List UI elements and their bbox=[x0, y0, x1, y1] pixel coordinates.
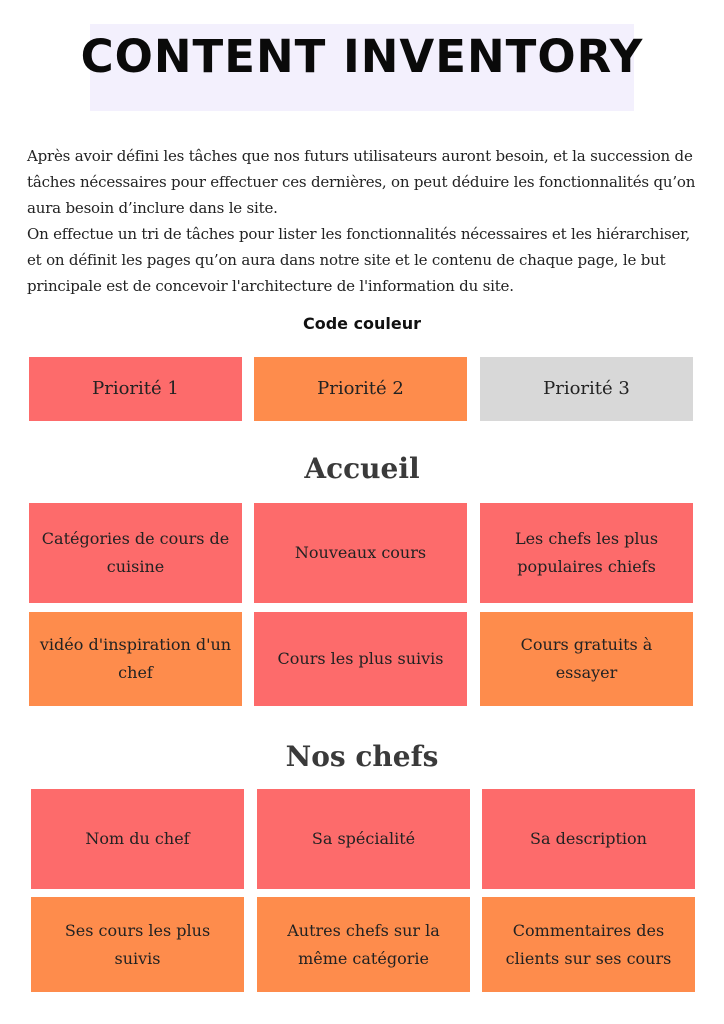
nos-chefs-card: Sa description bbox=[482, 789, 695, 889]
accueil-card: Catégories de cours de cuisine bbox=[29, 503, 242, 603]
accueil-card: Les chefs les plus populaires chiefs bbox=[480, 503, 693, 603]
nos-chefs-card: Autres chefs sur la même catégorie bbox=[257, 897, 470, 992]
accueil-card: Nouveaux cours bbox=[254, 503, 467, 603]
nos-chefs-card: Nom du chef bbox=[31, 789, 244, 889]
legend-title: Code couleur bbox=[302, 314, 422, 333]
accueil-card: Cours gratuits à essayer bbox=[480, 612, 693, 706]
nos-chefs-card: Commentaires des clients sur ses cours bbox=[482, 897, 695, 992]
accueil-card: Cours les plus suivis bbox=[254, 612, 467, 706]
nos-chefs-card: Ses cours les plus suivis bbox=[31, 897, 244, 992]
legend-priority-1: Priorité 1 bbox=[29, 357, 242, 421]
page-title: CONTENT INVENTORY bbox=[80, 30, 644, 83]
accueil-card: vidéo d'inspiration d'un chef bbox=[29, 612, 242, 706]
legend-priority-3: Priorité 3 bbox=[480, 357, 693, 421]
section-title-nos-chefs: Nos chefs bbox=[285, 740, 439, 773]
intro-text bbox=[27, 143, 699, 299]
intro-paragraph-1: Après avoir défini les tâches que nos futurs utilisateurs auront besoin, et la succession de tâches nécessaires pour effectuer ces dernières, on peut déduire les fonctionnalités qu’on aura besoin d’inclure dans le site. bbox=[27, 147, 696, 217]
section-title-accueil: Accueil bbox=[304, 452, 420, 485]
nos-chefs-card: Sa spécialité bbox=[257, 789, 470, 889]
legend-priority-2: Priorité 2 bbox=[254, 357, 467, 421]
intro-paragraph-2: On effectue un tri de tâches pour lister les fonctionnalités nécessaires et les hiérarchiser, et on définit les pages qu’on aura dans notre site et le contenu de chaque page, le but principale est de concevoir l'architecture de l'information du site. bbox=[27, 225, 691, 295]
